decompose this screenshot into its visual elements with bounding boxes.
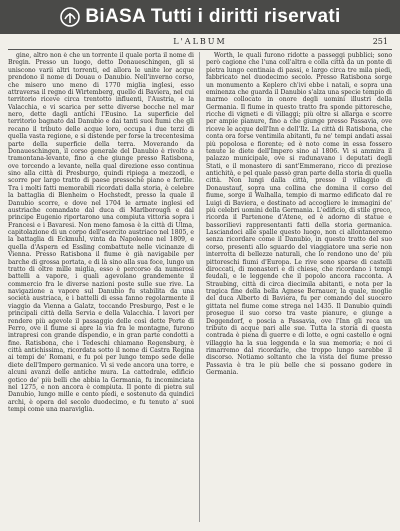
watermark-banner (0, 0, 400, 34)
journal-title: L'ALBUM (173, 37, 227, 46)
article-paragraph: gine, altro non è che un torrente il quale porta il nome di Bregin. Presso un luogo, detto Donaueschingen, gli si uniscono varii altri torrenti, ed allora le unite lor acque prendono il nome di Douau o Danubio. Nell'inverno corso, che misero uno meno di 1770 miglia inglesi, esso attraversa il regno di Wirtemberg, quello di Baviera, nel cui territorio riceve circa trentotto influenti, l'Austria, e la Valacchia, e vi scarica per sette diverse bocche nel mar nero, dette dagli antichi l'Eusino. La superficie del territorio bagnato dal Danubio e dai tanti suoi fiumi che gli recano il tributo delle acque loro, occupa i due terzi di quella vasta regione, e si distende per forse la trecentesima parte della superficie della terra. Moverando da Donaueschingen, il corso generale del Danubio è rivolto a tramontana-levante, fino a che giunge presso Ratisbona, ove torcendo a levante, nella qual direzione esso continua sino alla città di Presburgo, quindi ripiega a mezzodì, e scorre per largo tratto di paese pressochè piano e fertile. Tra i molti fatti memorabili ricordati dalla storia, è celebre la battaglia di Blenheim o Hochstedt, presso la quale il Danubio scorre, e dove nel 1704 le armate inglesi ed austriache comandate dal duca di Marlborough e dal principe Eugenio riportarono una compiuta vittoria sopra i Francesi e i Bavaresi. Non meno famosa è la città di Ulma, capitolazione di un corpo dell'esercito austriaco nel 1805, e la battaglia di Eckmuhl, vinta da Napoleone nel 1809, e quella d'Aspern ed Essling combattute nelle vicinanze di Vienna. Presso Ratisbona il fiume è già navigabile per barche di grossa portata, e di là sino alla sua foce, lungo un tratto di oltre mille miglia, esso è percorso da numerosi battelli a vapore, i quali agevolano grandemente il commercio fra le diverse nazioni poste sulle sue rive. La navigazione a vapore sul Danubio fu stabilita da una società austriaca, e i battelli di essa fanno regolarmente il viaggio da Vienna a Galatz, toccando Presburgo, Pest e le principali città della Servia e della Valacchia. I lavori per rendere più agevole il passaggio delle così dette Porte di Ferro, ove il fiume si apre la via fra le montagne, furono intrapresi con grande dispendio, e in gran parte condotti a fine. Ratisbona, che i Tedeschi chiamano Regensburg, è città antichissima, ricordata sotto il nome di Castra Regina ai tempi de' Romani, e fu poi per lungo tempo sede delle diete dell'Impero germanico. Vi si vede ancora una torre, e alcuni avanzi delle antiche mura. La cattedrale, edificio gotico de' più belli che abbia la Germania, fu incominciata nel 1275, e non ancora è compiuta. Il ponte di pietra sul Danubio, lungo mille e cento piedi, e sostenuto da quindici archi, è opera del secolo duodecimo, e fu tenuto a' suoi tempi come una maraviglia. (8, 52, 194, 413)
header-rule (8, 49, 392, 50)
column-divider (199, 52, 200, 522)
text-column-right (206, 52, 392, 526)
page-header (8, 37, 392, 49)
article-paragraph: Worth, le quali furono ridotte a passeggi pubblici; sono però cagione che l'una coll'altra e colla città da un ponte di pietra lungo centinaia di passi, e largo circa tre mila piedi, fabbricato nel duodecimo secolo. Presso Ratisbona sorge un monumento a Keplero ch'ivi ebbe i natali, e sopra una eminenza che guarda il Danubio s'alza una specie tempio di marmo collocato in onore degli uomini illustri della Germania. Il fiume in questo tratto fra sponde pittoresche, ricche di vigneti e di villaggi; più oltre si allarga e scorre per ampie pianure, fino a che giunge presso Passavia, ove riceve le acque dell'Inn e dell'Ilz. La città di Ratisbona, che conta ora forse ventimila abitanti, fu ne' tempi andati assai più popolosa e fiorente; ed è noto come in essa fossero tenute le diete dell'Impero sino al 1806. Vi si ammira il palazzo municipale, ove si radunavano i deputati degli Stati, e il monastero di sant'Emmerano, ricco di preziose antichità, e pel quale passò gran parte della storia di quella città. Non lungi dalla città, presso il villaggio di Donaustauf, sopra una collina che domina il corso del fiume, sorge il Walhalla, tempio di marmo edificato dal re Luigi di Baviera, e destinato ad accogliere le immagini de' più celebri uomini della Germania. L'edificio, di stile greco, ricorda il Partenone d'Atene, ed è adorno di statue e bassorilievi rappresentanti fatti della storia germanica. Lasciandoci alle spalle questo luogo, non ci allontaneremo senza ricordare come il Danubio, in questo tratto del suo corso, presenti allo sguardo del viaggiatore una serie non interrotta di bellezze naturali, che lo rendono uno de' più pittoreschi fiumi d'Europa. Le rive sono sparse di castelli diroccati, di monasteri e di chiese, che ricordano i tempi feudali, e le leggende che il popolo ancora racconta. A Straubing, città di circa diecimila abitanti, e nota per la tragica fine della bella Agnese Bernauer, la quale, moglie del duca Alberto di Baviera, fu per comando del suocero gittata nel fiume come strega nel 1435. Il Danubio quindi prosegue il suo corso tra vaste pianure, e giunge a Deggendorf, e poscia a Passavia, ove l'Inn gli reca un tributo di acque pari alle sue. Tutta la storia di questa contrada è piena di guerre e di lotte, e ogni castello e ogni villaggio ha la sua leggenda e la sua memoria; e noi ci rimarremo dal ricordarle, che troppo lungo sarebbe il discorso. Notiamo soltanto che la vista del fiume presso Passavia è tra le più belle che si possano godere in Germania. (206, 52, 392, 377)
biasa-logo-icon (59, 6, 81, 28)
text-column-left (8, 52, 194, 526)
page-number: 251 (372, 37, 388, 46)
watermark-text: BiASA Tutti i diritti riservati (85, 6, 341, 27)
